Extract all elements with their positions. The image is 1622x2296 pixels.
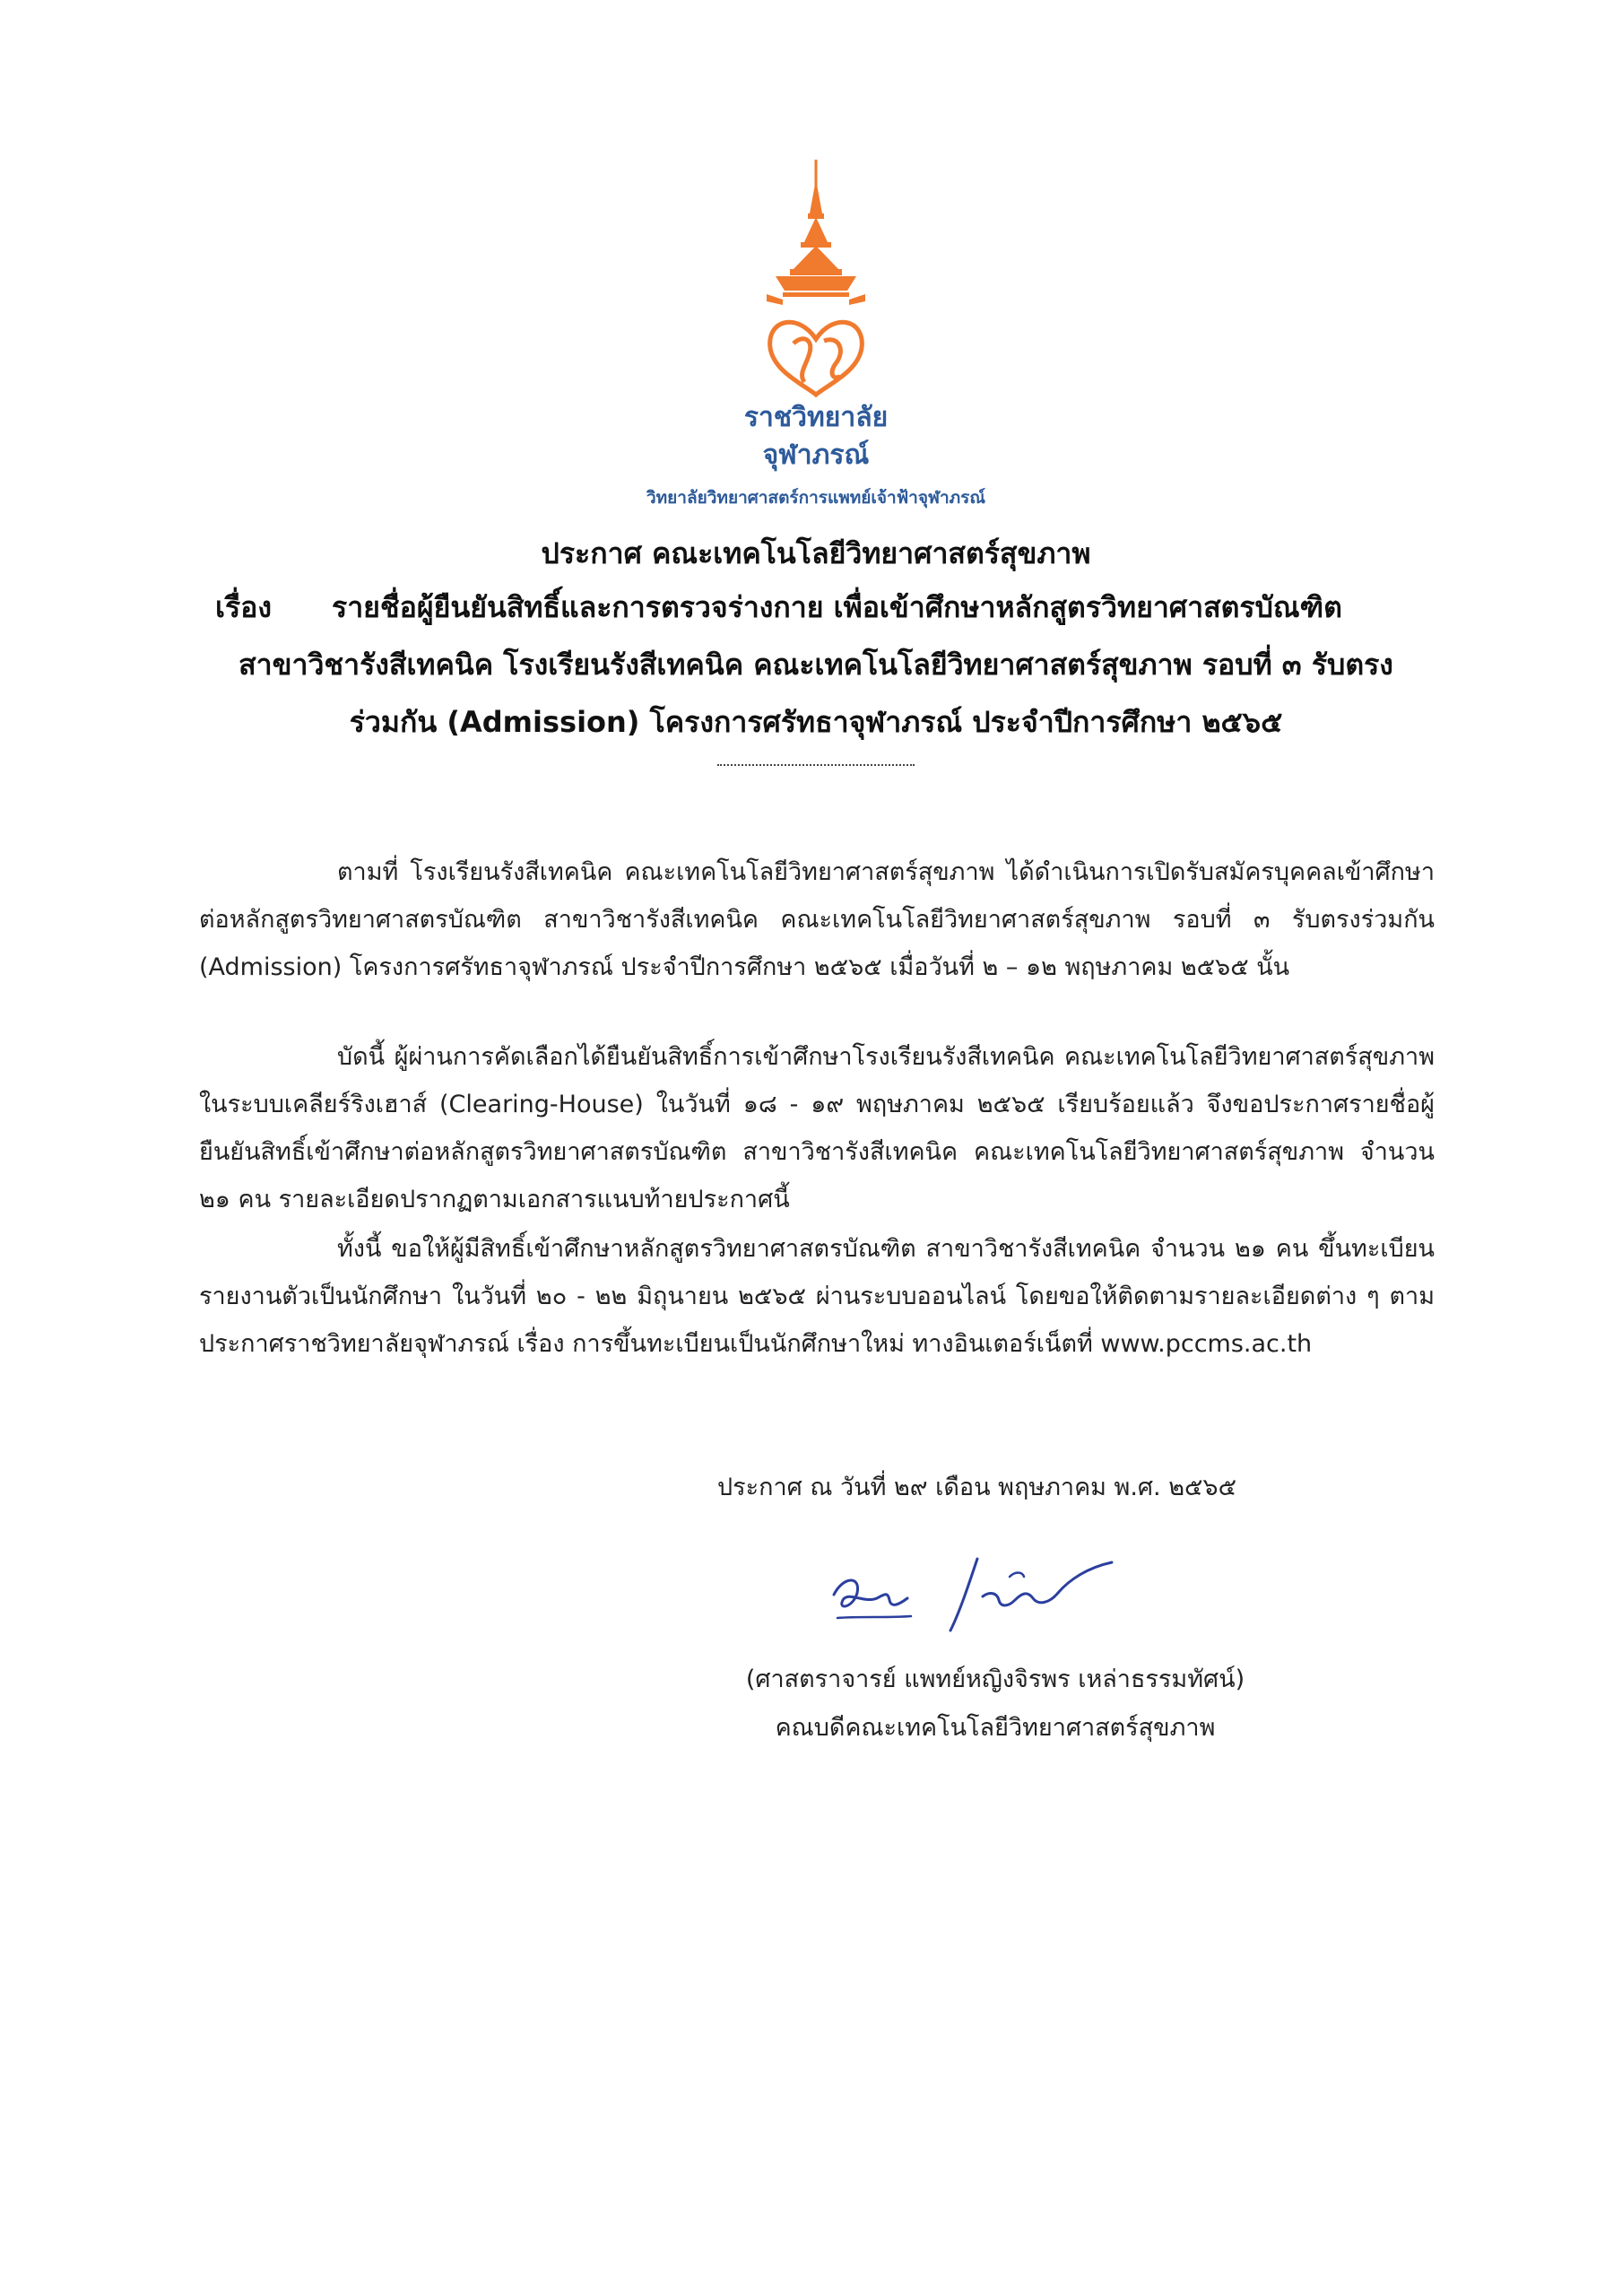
header-divider [717,764,915,766]
body-paragraph-2: บัดนี้ ผู้ผ่านการคัดเลือกได้ยืนยันสิทธิ์การเข้าศึกษาโรงเรียนรังสีเทคนิค คณะเทคโนโลยีวิทยาศาสตร์สุขภาพ ในระบบเคลียร์ริงเฮาส์ (Clearing-House) ในวันที่ ๑๘ - ๑๙ พฤษภาคม ๒๕๖๕ เรียบร้อยแล้ว จึงขอประกาศรายชื่อผู้ยืนยันสิทธิ์เข้าศึกษาต่อหลักสูตรวิทยาศาสตรบัณฑิต สาขาวิชารังสีเทคนิค คณะเทคโนโลยีวิทยาศาสตร์สุขภาพ จำนวน ๒๑ คน รายละเอียดปรากฏตามเอกสารแนบท้ายประกาศนี้ [199,1043,1435,1213]
announcement-subject-line-3: ร่วมกัน (Admission) โครงการศรัทธาจุฬาภรณ์ ประจำปีการศึกษา ๒๕๖๕ [349,705,1283,739]
body-paragraph-3: ทั้งนี้ ขอให้ผู้มีสิทธิ์เข้าศึกษาหลักสูตรวิทยาศาสตรบัณฑิต สาขาวิชารังสีเทคนิค จำนวน ๒๑ คน ขึ้นทะเบียนรายงานตัวเป็นนักศึกษา ในวันที่ ๒๐ - ๒๒ มิถุนายน ๒๕๖๕ ผ่านระบบออนไลน์ โดยขอให้ติดตามรายละเอียดต่าง ๆ ตามประกาศราชวิทยาลัยจุฬาภรณ์ เรื่อง การขึ้นทะเบียนเป็นนักศึกษาใหม่ ทางอินเตอร์เน็ตที่ www.pccms.ac.th [199,1235,1435,1358]
announcement-subject-line-1 [215,585,1470,631]
handwritten-signature-icon [825,1541,1148,1639]
subject-label: เรื่อง [215,590,272,624]
signer-name: (ศาสตราจารย์ แพทย์หญิงจิรพร เหล่าธรรมทัศน์) [745,1665,1245,1693]
announcement-subject-line-2: สาขาวิชารังสีเทคนิค โรงเรียนรังสีเทคนิค คณะเทคโนโลยีวิทยาศาสตร์สุขภาพ รอบที่ ๓ รับตรง [239,648,1393,682]
logo-name-line-2: จุฬาภรณ์ [762,439,870,471]
college-crest-icon [758,160,874,402]
subject-text-1: รายชื่อผู้ยืนยันสิทธิ์และการตรวจร่างกาย เพื่อเข้าศึกษาหลักสูตรวิทยาศาสตรบัณฑิต [332,590,1342,624]
logo-subtitle: วิทยาลัยวิทยาศาสตร์การแพทย์เจ้าฟ้าจุฬาภรณ์ [646,488,985,508]
signer-title: คณบดีคณะเทคโนโลยีวิทยาศาสตร์สุขภาพ [775,1714,1216,1742]
announcement-date: ประกาศ ณ วันที่ ๒๙ เดือน พฤษภาคม พ.ศ. ๒๕๖๕ [717,1474,1237,1501]
body-paragraph-1: ตามที่ โรงเรียนรังสีเทคนิค คณะเทคโนโลยีวิทยาศาสตร์สุขภาพ ได้ดำเนินการเปิดรับสมัครบุคคลเข้าศึกษาต่อหลักสูตรวิทยาศาสตรบัณฑิต สาขาวิชารังสีเทคนิค คณะเทคโนโลยีวิทยาศาสตร์สุขภาพ รอบที่ ๓ รับตรงร่วมกัน (Admission) โครงการศรัทธาจุฬาภรณ์ ประจำปีการศึกษา ๒๕๖๕ เมื่อวันที่ ๒ – ๑๒ พฤษภาคม ๒๕๖๕ นั้น [199,858,1435,981]
announcement-title: ประกาศ คณะเทคโนโลยีวิทยาศาสตร์สุขภาพ [541,536,1091,570]
logo-name-line-1: ราชวิทยาลัย [743,402,889,433]
